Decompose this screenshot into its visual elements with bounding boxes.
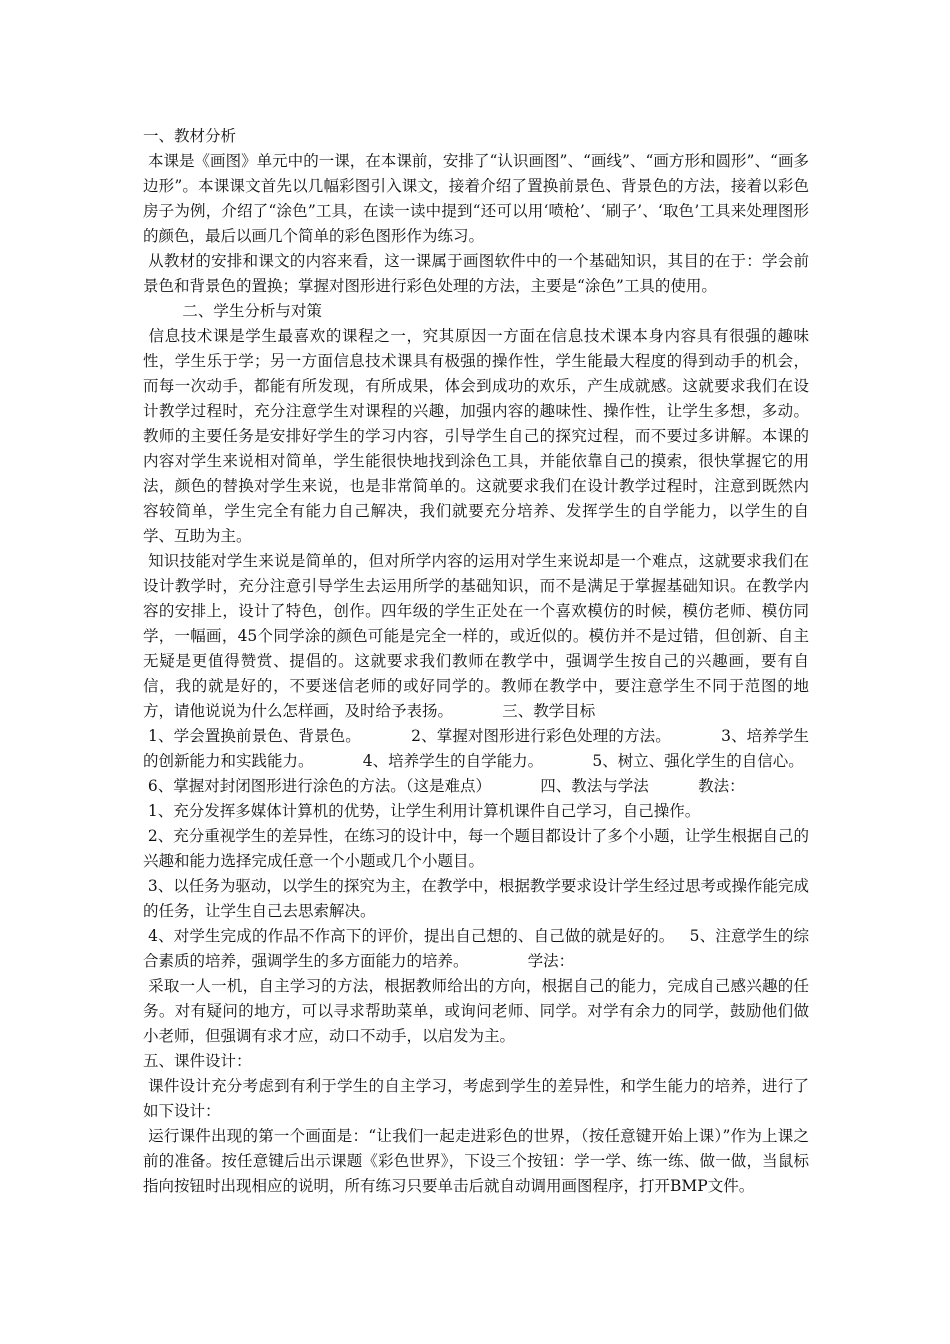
paragraph-method-1: 1、充分发挥多媒体计算机的优势，让学生利用计算机课件自己学习，自己操作。 (143, 802, 701, 820)
paragraph-teaching-goals: 1、学会置换前景色、背景色。 2、掌握对图形进行彩色处理的方法。 3、培养学生的创新能力和实践能力。 4、培养学生的自学能力。 5、树立、强化学生的自信心。 (143, 727, 809, 770)
heading-courseware-design: 五、课件设计： (143, 1052, 252, 1070)
paragraph-lesson-overview: 本课是《画图》单元中的一课，在本课前，安排了“认识画图”、“画线”、“画方形和圆形”、“画多边形”。本课课文首先以几幅彩图引入课文，接着介绍了置换前景色、背景色的方法，接着以彩色房子为例，介绍了“涂色”工具，在读一读中提到“还可以用‘喷枪’、‘刷子’、‘取色’工具来处理图形的颜色，最后以画几个简单的彩色图形作为练习。 (143, 152, 809, 245)
paragraph-method-4-5: 4、对学生完成的作品不作高下的评价，提出自己想的、自己做的就是好的。 5、注意学生的综合素质的培养，强调学生的多方面能力的培养。 学法： (143, 927, 809, 970)
paragraph-courseware-intro: 课件设计充分考虑到有利于学生的自主学习，考虑到学生的差异性，和学生能力的培养，进行了如下设计： (143, 1077, 809, 1120)
paragraph-goal-six-methods: 6、掌握对封闭图形进行涂色的方法。（这是难点） 四、教法与学法 教法： (143, 777, 745, 795)
heading-student-analysis: 二、学生分析与对策 (143, 302, 322, 320)
paragraph-method-2: 2、充分重视学生的差异性，在练习的设计中，每一个题目都设计了多个小题，让学生根据自己的兴趣和能力选择完成任意一个小题或几个小题目。 (143, 827, 809, 870)
paragraph-learning-method: 采取一人一机，自主学习的方法，根据教师给出的方向，根据自己的能力，完成自己感兴趣的任务。对有疑问的地方，可以寻求帮助菜单，或询问老师、同学。对学有余力的同学，鼓励他们做小老师，但强调有求才应，动口不动手，以启发为主。 (143, 977, 809, 1045)
paragraph-student-interest: 信息技术课是学生最喜欢的课程之一，究其原因一方面在信息技术课本身内容具有很强的趣味性，学生乐于学；另一方面信息技术课具有极强的操作性，学生能最大程度的得到动手的机会，而每一次动手，都能有所发现，有所成果，体会到成功的欢乐，产生成就感。这就要求我们在设计教学过程时，充分注意学生对课程的兴趣，加强内容的趣味性、操作性，让学生多想，多动。教师的主要任务是安排好学生的学习内容，引导学生自己的探究过程，而不要过多讲解。本课的内容对学生来说相对简单，学生能很快地找到涂色工具，并能依靠自己的摸索，很快掌握它的用法，颜色的替换对学生来说，也是非常简单的。这就要求我们在设计教学过程时，注意到既然内容较简单，学生完全有能力自己解决，我们就要充分培养、发挥学生的自学能力，以学生的自学、互助为主。 (143, 327, 809, 545)
heading-textbook-analysis: 一、教材分析 (143, 127, 237, 145)
paragraph-lesson-purpose: 从教材的安排和课文的内容来看，这一课属于画图软件中的一个基础知识，其目的在于：学会前景色和背景色的置换；掌握对图形进行彩色处理的方法，主要是“涂色”工具的使用。 (143, 252, 809, 295)
document-page (143, 124, 809, 1199)
paragraph-skills-application: 知识技能对学生来说是简单的，但对所学内容的运用对学生来说却是一个难点，这就要求我们在设计教学时，充分注意引导学生去运用所学的基础知识，而不是满足于掌握基础知识。在教学内容的安排上，设计了特色，创作。四年级的学生正处在一个喜欢模仿的时候，模仿老师、模仿同学，一幅画，45个同学涂的颜色可能是完全一样的，或近似的。模仿并不是过错，但创新、自主无疑是更值得赞赏、提倡的。这就要求我们教师在教学中，强调学生按自己的兴趣画，要有自信，我的就是好的，不要迷信老师的或好同学的。教师在教学中，要注意学生不同于范图的地方，请他说说为什么怎样画，及时给予表扬。 三、教学目标 (143, 552, 809, 720)
paragraph-courseware-run: 运行课件出现的第一个画面是：“让我们一起走进彩色的世界，（按任意键开始上课）”作为上课之前的准备。按任意键后出示课题《彩色世界》，下设三个按钮：学一学、练一练、做一做，当鼠标指向按钮时出现相应的说明，所有练习只要单击后就自动调用画图程序，打开BMP文件。 (143, 1127, 809, 1195)
paragraph-method-3: 3、以任务为驱动，以学生的探究为主，在教学中，根据教学要求设计学生经过思考或操作能完成的任务，让学生自己去思索解决。 (143, 877, 809, 920)
